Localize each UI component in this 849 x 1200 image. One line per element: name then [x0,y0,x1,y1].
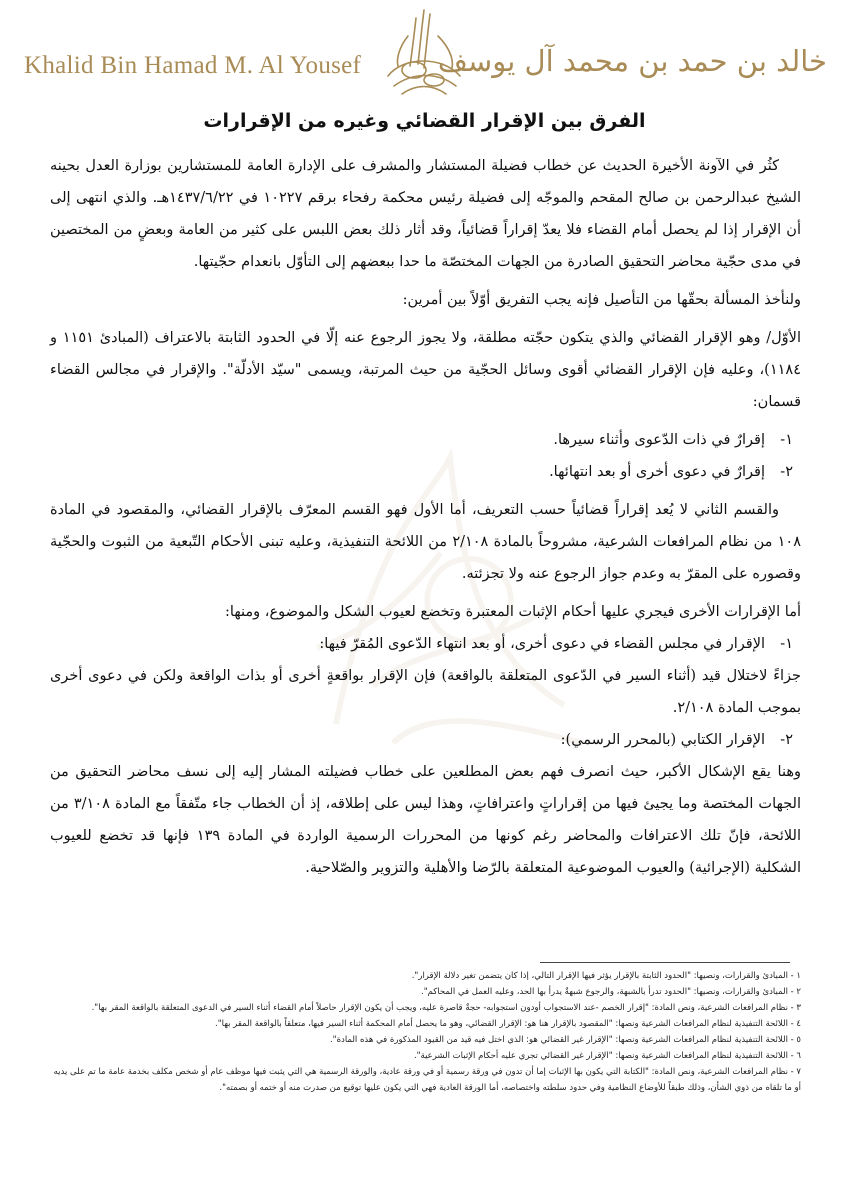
document-body [50,150,801,884]
brand-english-name: Khalid Bin Hamad M. Al Yousef [24,52,362,79]
other-confessions-list-2 [50,724,801,756]
list-item-text: إقرارٌ في ذات الدّعوى وأثناء سيرها. [553,432,765,448]
footnotes [48,968,801,1096]
list-item-text: إقرارٌ في دعوى أخرى أو بعد انتهائها. [549,464,765,480]
paragraph-distinction: ولنأخذ المسألة بحقّها من التأصيل فإنه يجب التفريق أوّلاً بين أمرين: [402,292,801,308]
paragraph-intro: كثُر في الآونة الأخيرة الحديث عن خطاب فضيلة المستشار والمشرف على الإدارة العامة للمستشارين بوزارة العدل بحينه الشيخ عبدالرحمن بن صالح المقحم والموجّه إلى فضيلة رئيس محكمة رفحاء برقم ١٠٢٢٧ في ١٤٣٧/٦/٢٢هـ. والذي انتهى إلى أن الإقرار إذا لم يحصل أمام القضاء فلا يعدّ إقراراً قضائياً، وقد أثار ذلك بعض اللبس على كثير من العامة وبعضٍ من المختصين في مدى حجّية محاضر التحقيق الصادرة من الجهات المختصّة ما حدا ببعضهم إلى التأوّل بانعدام حجّيتها. [50,158,801,270]
list-item-number: ٢- [780,732,793,748]
paragraph-item2-detail: وهنا يقع الإشكال الأكبر، حيث انصرف فهم بعض المطلعين على خطاب فضيلته المشار إليه إلى نسف محاضر التحقيق من الجهات المختصة وما يجيئ فيها من إقراراتٍ واعترافاتٍ، وهذا ليس على إطلاقه، إذ أن الخطاب جاء متّفقاً مع المادة ٣/١٠٨ من اللائحة، فإنّ تلك الاعترافات والمحاضر رغم كونها من المحررات الرسمية الواردة في المادة ١٣٩ فإنها قد تخضع للعيوب الشكلية (الإجرائية) والعيوب الموضوعية المتعلقة بالرّضا والأهلية والتزوير والصّلاحية. [50,764,801,876]
paragraph-item1-detail: جزاءً لاختلال قيد (أثناء السير في الدّعوى المتعلقة بالواقعة) فإن الإقرار بواقعةٍ أخرى أو بذات الواقعة ولكن في دعوى أخرى بموجب المادة ٢/١٠٨. [50,668,801,716]
list-item [50,628,801,660]
list-item [50,424,801,456]
brand-arabic-name: خالد بن حمد بن محمد آل يوسف [437,44,827,78]
list-item-heading: الإقرار في مجلس القضاء في دعوى أخرى، أو بعد انتهاء الدّعوى المُقرّ فيها: [319,636,765,652]
letterhead [0,0,849,110]
footnote: ٢ - المبادئ والقرارات، ونصيها: "الحدود تدرأ بالشبهة، والرجوع شبهةٌ يدرأ بها الحد، وعليه العمل في المحاكم". [421,987,801,997]
footnote: ٦ - اللائحة التنفيذية لنظام المرافعات الشرعية ونصها: "الإقرار غير القضائي تجري عليه أحكام الإثبات الشرعية". [413,1051,801,1061]
paragraph-second-type: والقسم الثاني لا يُعد إقراراً قضائياً حسب التعريف، أما الأول فهو القسم المعرّف بالإقرار القضائي، والمقصود في المادة ١٠٨ من نظام المرافعات الشرعية، مشروحاً بالمادة ٢/١٠٨ من اللائحة التنفيذية، وعليه تبنى الأحكام التّبعية من الثبوت والحجّية وقصوره على المقرّ به وعدم جواز الرجوع عنه ولا تجزئته. [50,502,801,582]
footnote: ١ - المبادئ والقرارات، ونصيها: "الحدود الثابتة بالإقرار يؤثر فيها الإقرار التالي، إذا كان يتضمن تغير دلالة الإقرار". [411,971,801,981]
paragraph-other-confessions: أما الإقرارات الأخرى فيجري عليها أحكام الإثبات المعتبرة وتخضع لعيوب الشكل والموضوع، ومنها: [225,604,801,620]
paragraph-first-type: الأوّل/ وهو الإقرار القضائي والذي يتكون حجّته مطلقة، ولا يجوز الرجوع عنه إلّا في الحدود الثابتة بالاعتراف (المبادئ ١١٥١ و ١١٨٤)، وعليه فإن الإقرار القضائي أقوى وسائل الحجّية من حيث المرتبة، ويسمى "سيّد الأدلّة". والإقرار في مجالس القضاء قسمان: [50,330,801,410]
footnote-divider [540,962,790,963]
footnote: ٣ - نظام المرافعات الشرعية، ونص المادة: "إقرار الخصم -عند الاستجواب أودون استجوابه- حجةٌ قاصرة عليه، ويجب أن يكون الإقرار حاصلاً أمام القضاء أثناء السير في الدعوى المتعلقة بالواقعة المقر بها". [91,1003,801,1013]
list-item-heading: الإقرار الكتابي (بالمحرر الرسمي): [560,732,765,748]
list-item [50,456,801,488]
list-item-number: ١- [780,432,793,448]
list-item [50,724,801,756]
footnote: ٥ - اللائحة التنفيذية لنظام المرافعات الشرعية ونصها: "الإقرار غير القضائي هو: الذي اختل فيه قيد من القيود المذكورة في هذه المادة". [329,1035,801,1045]
list-item-number: ١- [780,636,793,652]
judicial-confession-types-list [50,424,801,488]
list-item-number: ٢- [780,464,793,480]
footnote: ٤ - اللائحة التنفيذية لنظام المرافعات الشرعية ونصها: "المقصود بالإقرار هنا هو: الإقرار القضائي، وهو ما يحصل أمام المحكمة أثناء السير فيها، متعلقاً بالواقعة المقر بها". [215,1019,801,1029]
footnote: ٧ - نظام المرافعات الشرعية، ونص المادة: "الكتابة التي يكون بها الإثبات إما أن تدون في ورقة رسمية أو في ورقة عادية، والورقة الرسمية هي التي يثبت فيها موظف عام أو شخص مكلف بخدمة عامة ما تم على يديه أو ما تلقاه من ذوي الشأن، وذلك طبقاً للأوضاع النظامية وفي حدود سلطته واختصاصه، أما الورقة العادية فهي التي يكون عليها توقيع من صدرت منه أو ختمه أو بصمته". [53,1067,801,1093]
page-title: الفرق بين الإقرار القضائي وغيره من الإقرارات [203,110,646,132]
other-confessions-list [50,628,801,660]
